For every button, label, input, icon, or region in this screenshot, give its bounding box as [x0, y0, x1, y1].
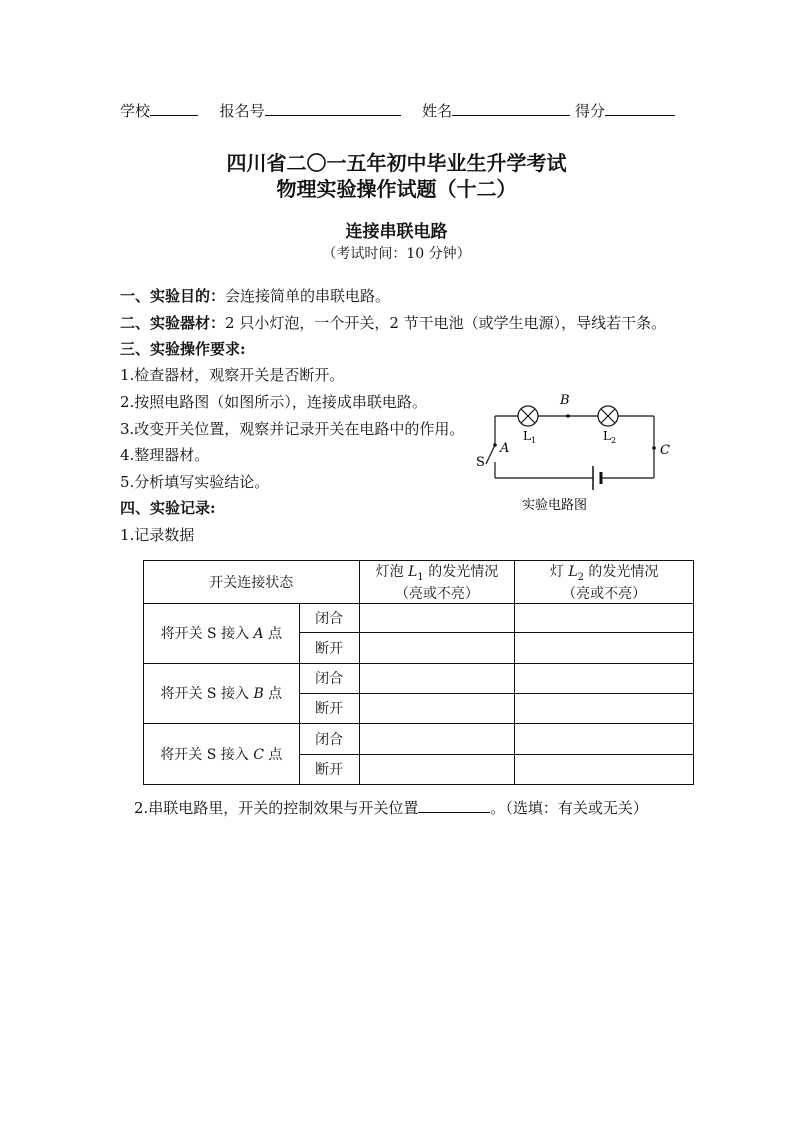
label-l1: $L_1$ [523, 429, 537, 445]
table-row [144, 663, 694, 693]
lamp-l1-icon [518, 406, 538, 426]
operation-heading: 三、实验操作要求: [120, 340, 246, 358]
state-closed: 闭合 [299, 663, 359, 693]
answer-cell-l2[interactable] [515, 693, 694, 723]
table-row [144, 603, 694, 632]
label-s: S [476, 455, 485, 470]
step-5: 5.分析填写实验结论。 [120, 473, 270, 491]
state-open: 断开 [299, 632, 359, 663]
record-heading: 四、实验记录: [120, 499, 216, 517]
conclusion-blank[interactable] [418, 798, 490, 813]
equipment-line [120, 312, 666, 333]
row-label-b: 将开关 S 接入 B 点 [144, 663, 300, 723]
purpose-line [120, 285, 390, 306]
record-subheading: 1.记录数据 [120, 526, 195, 544]
node-c [652, 446, 656, 450]
state-open: 断开 [299, 693, 359, 723]
answer-cell-l1[interactable] [359, 693, 515, 723]
lamp-l2-icon [598, 406, 618, 426]
node-b [566, 414, 570, 418]
conclusion-prefix: 2.串联电路里，开关的控制效果与开关位置 [134, 799, 419, 817]
node-a [493, 443, 497, 447]
circuit-caption: 实验电路图 [522, 498, 588, 513]
school-blank[interactable] [150, 100, 198, 116]
header-l1: 灯泡 $L_1$ 的发光情况 （亮或不亮） [359, 561, 515, 604]
table-row [144, 723, 694, 754]
answer-cell-l1[interactable] [359, 754, 515, 784]
experiment-title: 连接串联电路 [345, 222, 448, 242]
header-l2: 灯 $L_2$ 的发光情况 （亮或不亮） [515, 561, 694, 604]
answer-cell-l1[interactable] [359, 632, 515, 663]
score-blank[interactable] [605, 100, 675, 116]
battery-icon [593, 466, 601, 490]
answer-cell-l2[interactable] [515, 754, 694, 784]
label-c: C [660, 443, 670, 458]
conclusion-line [134, 797, 648, 818]
record-table [143, 560, 694, 785]
state-closed: 闭合 [299, 603, 359, 632]
state-closed: 闭合 [299, 723, 359, 754]
exam-time: （考试时间：10 分钟） [322, 246, 471, 262]
answer-cell-l2[interactable] [515, 632, 694, 663]
equipment-text: 2 只小灯泡，一个开关，2 节干电池（或学生电源），导线若干条。 [225, 314, 667, 332]
name-blank[interactable] [452, 100, 570, 116]
step-2: 2.按照电路图（如图所示），连接成串联电路。 [120, 393, 427, 411]
purpose-text: 会连接简单的串联电路。 [225, 287, 391, 305]
step-1: 1.检查器材，观察开关是否断开。 [120, 366, 345, 384]
label-b: B [560, 393, 570, 408]
table-header-row [144, 561, 694, 604]
school-label: 学校 [120, 102, 151, 120]
equipment-heading: 二、实验器材： [120, 314, 226, 332]
label-a: A [500, 441, 510, 456]
reg-no-blank[interactable] [265, 100, 401, 116]
step-4: 4.整理器材。 [120, 446, 210, 464]
answer-cell-l2[interactable] [515, 723, 694, 754]
reg-no-label: 报名号 [219, 102, 265, 120]
circuit-diagram [470, 388, 680, 516]
label-l2: $L_2$ [603, 429, 617, 445]
switch-blade [486, 445, 495, 464]
answer-cell-l2[interactable] [515, 603, 694, 632]
step-3: 3.改变开关位置，观察并记录开关在电路中的作用。 [120, 420, 465, 438]
answer-cell-l1[interactable] [359, 723, 515, 754]
row-label-a: 将开关 S 接入 A 点 [144, 603, 300, 663]
exam-title: 四川省二〇一五年初中毕业生升学考试 [226, 151, 567, 175]
conclusion-suffix: 。（选填：有关或无关） [490, 799, 648, 817]
answer-cell-l2[interactable] [515, 663, 694, 693]
header-fields [120, 100, 675, 121]
answer-cell-l1[interactable] [359, 663, 515, 693]
exam-subtitle: 物理实验操作试题（十二） [276, 177, 517, 201]
answer-cell-l1[interactable] [359, 603, 515, 632]
score-label: 得分 [574, 102, 605, 120]
row-label-c: 将开关 S 接入 C 点 [144, 723, 300, 784]
state-open: 断开 [299, 754, 359, 784]
name-label: 姓名 [422, 102, 453, 120]
header-state: 开关连接状态 [144, 561, 360, 604]
purpose-heading: 一、实验目的： [120, 287, 226, 305]
